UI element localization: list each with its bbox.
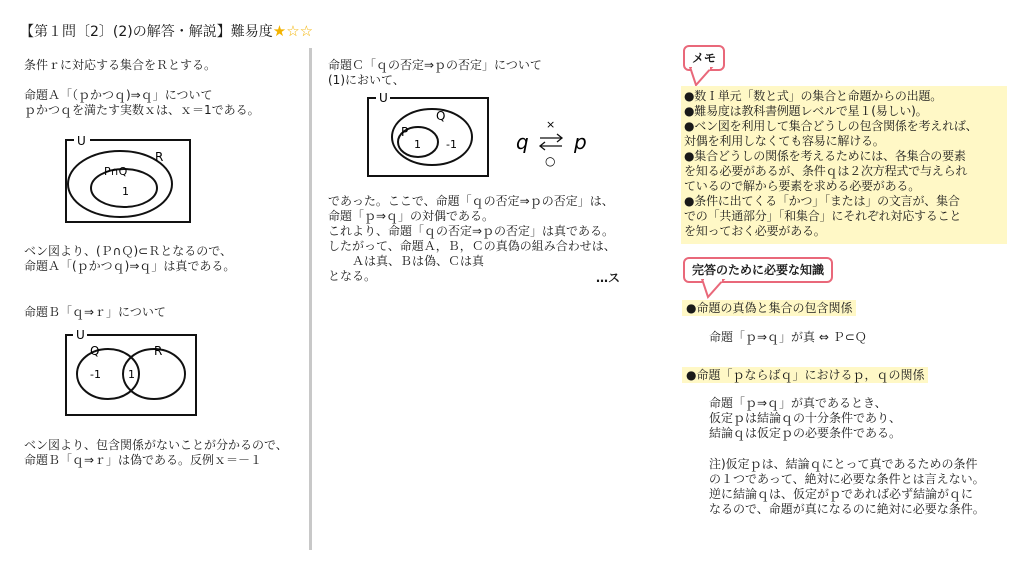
conclusion-a-line: 命題Ａ「(ｐかつｑ)⇒ｑ」は真である。 xyxy=(24,259,236,273)
note-line: の１つであって、絶対に必要な条件とは言えない。 xyxy=(709,472,985,486)
venn-a-element: 1 xyxy=(122,185,129,198)
note-line: 注)仮定ｐは、結論ｑにとって真であるための条件 xyxy=(709,457,978,471)
knowledge-label: 完答のために必要な知識 xyxy=(683,257,833,283)
venn-c-u-label: U xyxy=(379,91,388,105)
memo-tail-shape xyxy=(690,67,712,85)
memo-line: ●難易度は教科書例題レベルで星１(易しい)。 xyxy=(684,104,928,118)
venn-a-u-label: U xyxy=(77,134,86,148)
venn-c-p-label: P xyxy=(401,125,409,139)
explanation-line: であった。ここで、命題「ｑの否定⇒ｐの否定」は、 xyxy=(328,194,614,208)
venn-diagram-b xyxy=(64,327,199,419)
relation-q: q xyxy=(516,130,529,154)
knowledge-1-title-text: ●命題の真偽と集合の包含関係 xyxy=(682,300,856,316)
venn-b-element-neg: -1 xyxy=(90,368,101,381)
answer-marker: …ス xyxy=(596,271,621,285)
memo-line: を知る必要があるが、条件ｑは２次方程式で与えられ xyxy=(684,164,968,178)
proposition-a-line: ｐかつｑを満たす実数ｘは、ｘ＝1である。 xyxy=(24,103,260,117)
venn-diagram-a xyxy=(64,130,194,225)
conclusion-a-line: ベン図より、(Ｐ∩Ｑ)⊂Ｒとなるので、 xyxy=(24,244,232,258)
proposition-c xyxy=(328,58,643,88)
explanation-line: 命題「ｐ⇒ｑ」の対偶である。 xyxy=(328,209,495,223)
knowledge-2-body xyxy=(709,396,901,441)
venn-b-r-label: R xyxy=(154,344,163,358)
venn-b-q-label: Q xyxy=(90,344,100,358)
explanation-line: したがって、命題Ａ，Ｂ，Ｃの真偽の組み合わせは、 xyxy=(328,239,616,253)
knowledge-1-body: 命題「ｐ⇒ｑ」が真 ⇔ Ｐ⊂Ｑ xyxy=(709,330,867,344)
memo-line: ●集合どうしの関係を考えるためには、各集合の要素 xyxy=(684,149,966,163)
memo-line: ●数Ｉ単元「数と式」の集合と命題からの出題。 xyxy=(684,89,943,103)
venn-b-element-one: 1 xyxy=(128,368,135,381)
title-text: 【第１問〔2〕(2)の解答・解説】難易度 xyxy=(20,24,273,40)
relation-p: p xyxy=(574,130,587,154)
memo-line: を知っておく必要がある。 xyxy=(684,224,826,238)
column-divider xyxy=(309,48,312,550)
implication-relation xyxy=(512,116,592,168)
venn-c-element-one: 1 xyxy=(414,138,421,151)
proposition-c-line: (1)において、 xyxy=(328,73,405,87)
venn-c-q-label: Q xyxy=(436,109,446,123)
venn-a-r-label: R xyxy=(155,150,164,164)
memo-line: 対偶を利用しなくても容易に解ける。 xyxy=(684,134,885,148)
knowledge-2-line: 仮定ｐは結論ｑの十分条件であり、 xyxy=(709,411,902,425)
memo-line: ●ベン図を利用して集合どうしの包含関係を考えれば、 xyxy=(684,119,978,133)
difficulty-stars: ★☆☆ xyxy=(272,22,314,40)
venn-c-element-neg: -1 xyxy=(446,138,457,151)
knowledge-1-title xyxy=(682,301,856,316)
proposition-c-line: 命題Ｃ「ｑの否定⇒ｐの否定」について xyxy=(328,58,542,72)
knowledge-2-title-text: ●命題「ｐならばｑ」におけるｐ，ｑの関係 xyxy=(682,367,928,383)
memo-callout-tail xyxy=(688,67,718,87)
knowledge-callout-tail xyxy=(700,279,730,299)
memo-line: での「共通部分」「和集合」にそれぞれ対応すること xyxy=(684,209,962,223)
knowledge-2-line: 結論ｑは仮定ｐの必要条件である。 xyxy=(709,426,902,440)
venn-diagram-c xyxy=(366,90,492,180)
memo-line: ●条件に出てくる「かつ」「または」の文言が、集合 xyxy=(684,194,960,208)
conclusion-a xyxy=(24,244,309,274)
conclusion-b xyxy=(24,438,309,468)
proposition-b: 命題Ｂ「ｑ⇒ｒ」について xyxy=(24,305,166,319)
conclusion-b-line: 命題Ｂ「ｑ⇒ｒ」は偽である。反例ｘ＝－１ xyxy=(24,453,263,467)
note-line: なるので、命題が真になるのに絶対に必要な条件。 xyxy=(709,502,985,516)
relation-false-mark: × xyxy=(546,118,556,131)
memo-box xyxy=(681,86,1007,244)
venn-a-pq-label: P∩Q xyxy=(104,165,128,178)
page-title xyxy=(20,22,313,41)
knowledge-tail-shape xyxy=(702,279,724,297)
knowledge-2-title xyxy=(682,368,928,383)
proposition-a xyxy=(24,88,309,118)
explanation-line: となる。 xyxy=(328,269,377,283)
venn-b-u-label: U xyxy=(76,328,85,342)
intro-text: 条件ｒに対応する集合をＲとする。 xyxy=(24,58,217,72)
explanation-line: Ａは真、Ｂは偽、Ｃは真 xyxy=(328,254,485,268)
memo-label: メモ xyxy=(683,45,725,71)
conclusion-b-line: ベン図より、包含関係がないことが分かるので、 xyxy=(24,438,288,452)
knowledge-2-line: 命題「ｐ⇒ｑ」が真であるとき、 xyxy=(709,396,887,410)
note-block xyxy=(709,457,985,517)
relation-true-mark: ○ xyxy=(545,154,556,168)
proposition-a-line: 命題Ａ「（ｐかつｑ)⇒ｑ」について xyxy=(24,88,213,102)
memo-line: ているので解から要素を求める必要がある。 xyxy=(684,179,921,193)
note-line: 逆に結論ｑは、仮定がｐであれば必ず結論がｑに xyxy=(709,487,974,501)
explanation-line: これより、命題「ｑの否定⇒ｐの否定」は真である。 xyxy=(328,224,615,238)
